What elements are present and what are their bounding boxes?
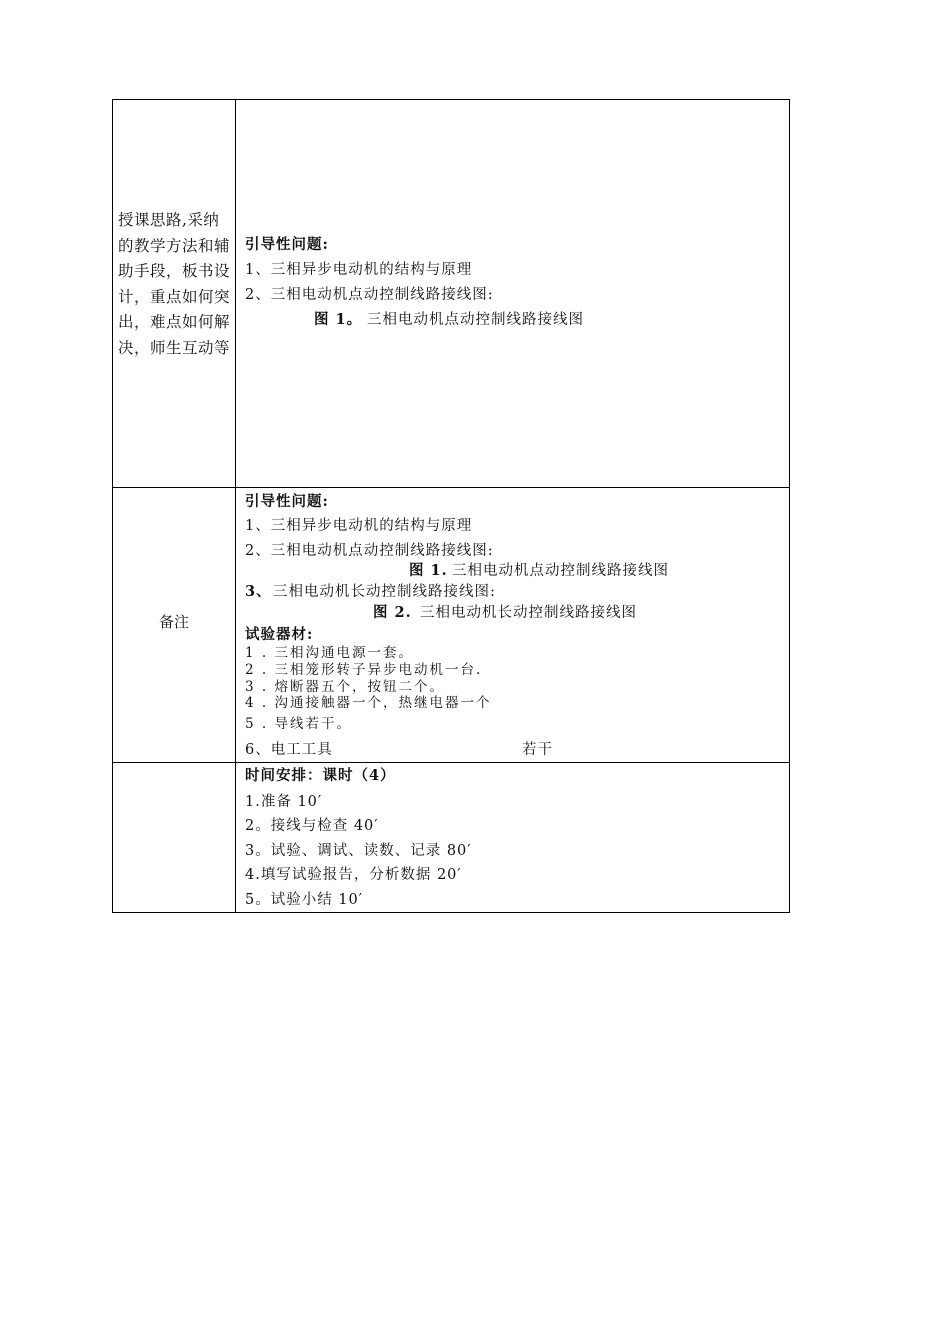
- row2-figure1-label: 图 1.: [409, 562, 448, 579]
- row2-material-6-quantity: 若干: [522, 742, 553, 758]
- row-divider-1: [112, 487, 790, 488]
- table-border-left: [112, 99, 113, 913]
- row2-label: 备注: [158, 613, 189, 631]
- column-divider: [235, 99, 236, 913]
- row3-schedule-1: 1.准备 10′: [245, 794, 323, 810]
- table-border-top: [112, 99, 790, 100]
- row3-schedule-5: 5。试验小结 10′: [245, 892, 364, 908]
- table-border-bottom: [112, 912, 790, 913]
- row2-material-6: 6、电工工具: [245, 742, 333, 758]
- table-border-right: [789, 99, 790, 913]
- row3-heading: 时间安排：课时（4）: [245, 767, 396, 784]
- row1-figure-label: 图 1。: [314, 311, 363, 328]
- row2-figure2-label: 图 2.: [373, 604, 412, 621]
- row2-heading: 引导性问题:: [245, 493, 329, 510]
- row2-item3-number: 3、: [245, 583, 272, 600]
- row3-schedule-4: 4.填写试验报告，分析数据 20′: [245, 867, 462, 883]
- row2-material-1: 1 . 三相沟通电源一套。: [245, 645, 414, 661]
- row2-material-5: 5 . 导线若干。: [245, 716, 352, 732]
- row2-materials-heading: 试验器材:: [245, 626, 314, 643]
- row-divider-2: [112, 762, 790, 763]
- row2-item1: 1、三相异步电动机的结构与原理: [245, 518, 473, 534]
- row1-label: 授课思路,采纳的教学方法和辅助手段，板书设计，重点如何突出，难点如何解决，师生互动等: [118, 211, 231, 357]
- row1-figure-caption: 三相电动机点动控制线路接线图: [367, 312, 584, 328]
- row2-item2: 2、三相电动机点动控制线路接线图:: [245, 543, 494, 559]
- row3-schedule-3: 3。试验、调试、读数、记录 80′: [245, 843, 472, 859]
- row1-item1: 1、三相异步电动机的结构与原理: [245, 262, 473, 278]
- row3-schedule-2: 2。接线与检查 40′: [245, 818, 379, 834]
- row2-material-4: 4 . 沟通接触器一个，热继电器一个: [245, 695, 492, 711]
- row2-material-3: 3 . 熔断器五个，按钮二个。: [245, 679, 445, 695]
- row1-item2: 2、三相电动机点动控制线路接线图:: [245, 287, 494, 303]
- row2-figure1-caption: 三相电动机点动控制线路接线图: [452, 563, 669, 579]
- row2-item3-text: 三相电动机长动控制线路接线图:: [273, 584, 496, 600]
- row2-material-2: 2 . 三相笼形转子异步电动机一台.: [245, 662, 483, 678]
- row2-figure2-caption: 三相电动机长动控制线路接线图: [420, 605, 637, 621]
- row1-heading: 引导性问题:: [245, 236, 329, 253]
